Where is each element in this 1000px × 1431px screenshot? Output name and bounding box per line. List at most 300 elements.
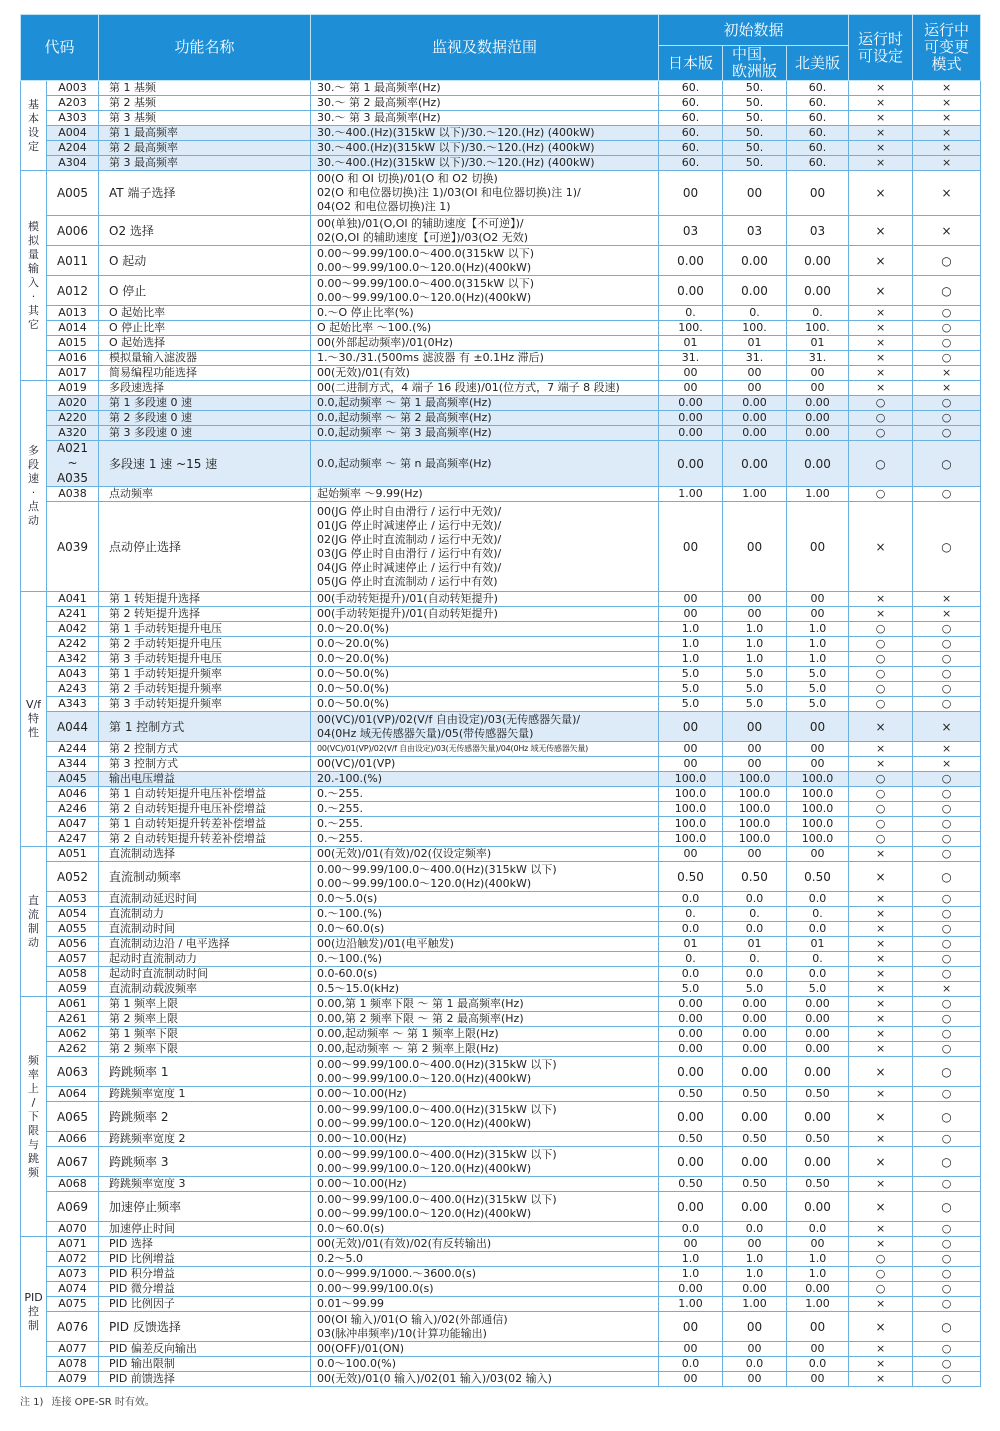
initial-japan: 0.0 <box>659 1357 723 1372</box>
function-name: 第 2 基频 <box>99 96 311 111</box>
data-range <box>311 411 659 426</box>
group-label: 多 段 速 · 点 动 <box>21 381 47 592</box>
initial-north-america: 00 <box>787 712 849 742</box>
run-settable-mark: × <box>849 1057 913 1087</box>
table-row <box>21 742 981 757</box>
data-range <box>311 1297 659 1312</box>
initial-north-america: 60. <box>787 96 849 111</box>
run-settable-mark: ○ <box>849 667 913 682</box>
initial-china-eu: 0.00 <box>723 1147 787 1177</box>
run-settable-mark: × <box>849 502 913 592</box>
group-label: 基 本 设 定 <box>21 81 47 171</box>
range-line: 00(手动转矩提升)/01(自动转矩提升) <box>317 592 498 605</box>
range-line: 20.-100.(%) <box>317 772 383 785</box>
run-changeable-mark: ○ <box>913 487 981 502</box>
initial-north-america: 60. <box>787 111 849 126</box>
param-code: A013 <box>47 306 99 321</box>
param-code: A079 <box>47 1372 99 1387</box>
header-china-eu: 中国， 欧洲版 <box>723 46 787 81</box>
run-changeable-mark: ○ <box>913 637 981 652</box>
initial-china-eu: 0.50 <box>723 1177 787 1192</box>
run-settable-mark: × <box>849 1132 913 1147</box>
param-code: A069 <box>47 1192 99 1222</box>
initial-north-america: 1.0 <box>787 1267 849 1282</box>
function-name: 直流制动边沿 / 电平选择 <box>99 937 311 952</box>
initial-china-eu: 1.0 <box>723 652 787 667</box>
param-code: A343 <box>47 697 99 712</box>
data-range <box>311 907 659 922</box>
range-line: 0.0～100.0(%) <box>317 1357 397 1370</box>
table-row <box>21 246 981 276</box>
table-row <box>21 937 981 952</box>
initial-china-eu: 0.00 <box>723 246 787 276</box>
initial-japan: 1.0 <box>659 1252 723 1267</box>
function-name: 第 2 手动转矩提升电压 <box>99 637 311 652</box>
initial-japan: 0. <box>659 306 723 321</box>
initial-china-eu: 0.0 <box>723 1222 787 1237</box>
range-line: 0.00～99.99/100.0～120.0(Hz)(400kW) <box>317 1206 532 1220</box>
run-changeable-mark: ○ <box>913 1372 981 1387</box>
initial-japan: 60. <box>659 81 723 96</box>
initial-japan: 5.0 <box>659 667 723 682</box>
function-name: PID 选择 <box>99 1237 311 1252</box>
run-changeable-mark: ○ <box>913 1012 981 1027</box>
param-code: A014 <box>47 321 99 336</box>
initial-japan: 00 <box>659 847 723 862</box>
initial-japan: 1.00 <box>659 487 723 502</box>
param-code: A066 <box>47 1132 99 1147</box>
run-settable-mark: × <box>849 862 913 892</box>
data-range <box>311 426 659 441</box>
run-changeable-mark: ○ <box>913 1177 981 1192</box>
data-range <box>311 171 659 216</box>
param-code: A057 <box>47 952 99 967</box>
data-range <box>311 351 659 366</box>
function-name: 多段速 1 速 ~15 速 <box>99 441 311 487</box>
table-row <box>21 922 981 937</box>
parameter-table <box>20 14 981 1387</box>
param-code: A056 <box>47 937 99 952</box>
function-name: 起动时直流制动力 <box>99 952 311 967</box>
range-line: 0.～255. <box>317 817 364 830</box>
initial-japan: 100.0 <box>659 802 723 817</box>
range-line: 0.0,起动频率 ～ 第 n 最高频率(Hz) <box>317 456 492 470</box>
initial-china-eu: 00 <box>723 171 787 216</box>
param-code: A012 <box>47 276 99 306</box>
run-changeable-mark: ○ <box>913 1057 981 1087</box>
range-line: 0.00～10.00(Hz) <box>317 1132 407 1145</box>
range-line: 0.00～99.99/100.0～400.0(315kW 以下) <box>317 246 535 260</box>
param-code: A039 <box>47 502 99 592</box>
range-line: 02(O 和电位器切换)注 1)/03(OI 和电位器切换)注 1)/ <box>317 186 581 199</box>
group-label: 频 率 上 / 下 限 与 跳 频 <box>21 997 47 1237</box>
group-label: PID 控 制 <box>21 1237 47 1387</box>
function-name: 加速停止频率 <box>99 1192 311 1222</box>
param-code: A047 <box>47 817 99 832</box>
function-name: 第 2 控制方式 <box>99 742 311 757</box>
run-settable-mark: × <box>849 757 913 772</box>
run-changeable-mark: ○ <box>913 697 981 712</box>
initial-north-america: 01 <box>787 937 849 952</box>
data-range <box>311 817 659 832</box>
run-changeable-mark: ○ <box>913 667 981 682</box>
param-code: A055 <box>47 922 99 937</box>
initial-north-america: 60. <box>787 81 849 96</box>
initial-china-eu: 0.50 <box>723 1132 787 1147</box>
table-row <box>21 441 981 487</box>
initial-china-eu: 03 <box>723 216 787 246</box>
initial-china-eu: 50. <box>723 126 787 141</box>
run-settable-mark: × <box>849 892 913 907</box>
initial-china-eu: 1.00 <box>723 487 787 502</box>
group-label: 直 流 制 动 <box>21 847 47 997</box>
run-settable-mark: × <box>849 381 913 396</box>
table-row <box>21 141 981 156</box>
initial-japan: 100.0 <box>659 787 723 802</box>
initial-japan: 60. <box>659 126 723 141</box>
range-line: 00(无效)/01(有效)/02(有反转输出) <box>317 1237 492 1250</box>
initial-china-eu: 50. <box>723 141 787 156</box>
run-changeable-mark: ○ <box>913 1297 981 1312</box>
data-range <box>311 1282 659 1297</box>
run-changeable-mark: ○ <box>913 922 981 937</box>
range-line: 00(二进制方式，4 端子 16 段速)/01(位方式，7 端子 8 段速) <box>317 381 620 394</box>
run-changeable-mark: ○ <box>913 802 981 817</box>
run-changeable-mark: ○ <box>913 682 981 697</box>
run-settable-mark: × <box>849 1192 913 1222</box>
range-line: 0.0～5.0(s) <box>317 892 378 905</box>
range-line: 0.00～10.00(Hz) <box>317 1087 407 1100</box>
data-range <box>311 1252 659 1267</box>
data-range <box>311 487 659 502</box>
param-code: A075 <box>47 1297 99 1312</box>
initial-japan: 0.0 <box>659 1222 723 1237</box>
initial-japan: 0. <box>659 907 723 922</box>
run-changeable-mark: ○ <box>913 1147 981 1177</box>
function-name: 直流制动时间 <box>99 922 311 937</box>
param-code: A077 <box>47 1342 99 1357</box>
function-name: 第 2 最高频率 <box>99 141 311 156</box>
initial-north-america: 0. <box>787 306 849 321</box>
table-row <box>21 787 981 802</box>
data-range <box>311 622 659 637</box>
range-line: 0.0～20.0(%) <box>317 622 390 635</box>
initial-north-america: 0. <box>787 952 849 967</box>
initial-china-eu: 100.0 <box>723 802 787 817</box>
table-row <box>21 592 981 607</box>
function-name: PID 比例因子 <box>99 1297 311 1312</box>
run-settable-mark: ○ <box>849 802 913 817</box>
run-settable-mark: × <box>849 847 913 862</box>
function-name: 第 1 手动转矩提升电压 <box>99 622 311 637</box>
table-row <box>21 171 981 216</box>
table-row <box>21 426 981 441</box>
function-name: O 起始选择 <box>99 336 311 351</box>
run-settable-mark: ○ <box>849 487 913 502</box>
range-line: 0.0～50.0(%) <box>317 697 390 710</box>
initial-north-america: 0.50 <box>787 1177 849 1192</box>
param-code: A015 <box>47 336 99 351</box>
run-settable-mark: × <box>849 1297 913 1312</box>
function-name: 第 2 自动转矩提升电压补偿增益 <box>99 802 311 817</box>
initial-china-eu: 1.00 <box>723 1297 787 1312</box>
initial-china-eu: 00 <box>723 1342 787 1357</box>
range-line: 0.0,起动频率 ～ 第 3 最高频率(Hz) <box>317 426 492 439</box>
initial-china-eu: 100.0 <box>723 787 787 802</box>
initial-north-america: 00 <box>787 757 849 772</box>
table-row <box>21 381 981 396</box>
table-row <box>21 1237 981 1252</box>
initial-china-eu: 50. <box>723 111 787 126</box>
range-line: 0.00～99.99/100.0～120.0(Hz)(400kW) <box>317 1161 532 1175</box>
range-line: 0.～O 停止比率(%) <box>317 306 414 319</box>
initial-japan: 0.00 <box>659 246 723 276</box>
table-row <box>21 1102 981 1132</box>
data-range <box>311 1342 659 1357</box>
initial-north-america: 01 <box>787 336 849 351</box>
initial-japan: 0.00 <box>659 997 723 1012</box>
function-name: 第 1 多段速 0 速 <box>99 396 311 411</box>
footnote-text: 连接 OPE-SR 时有效。 <box>51 1397 155 1408</box>
data-range <box>311 321 659 336</box>
table-row <box>21 336 981 351</box>
range-line: 30.～ 第 2 最高频率(Hz) <box>317 96 441 109</box>
range-line: 0.00～99.99/100.0～120.0(Hz)(400kW) <box>317 1116 532 1130</box>
initial-china-eu: 0. <box>723 306 787 321</box>
initial-china-eu: 0.00 <box>723 411 787 426</box>
run-settable-mark: ○ <box>849 1252 913 1267</box>
run-settable-mark: × <box>849 366 913 381</box>
run-changeable-mark: ○ <box>913 351 981 366</box>
range-line: 00(无效)/01(0 输入)/02(01 输入)/03(02 输入) <box>317 1372 552 1385</box>
initial-japan: 1.0 <box>659 652 723 667</box>
run-changeable-mark: × <box>913 96 981 111</box>
initial-japan: 0.50 <box>659 1177 723 1192</box>
data-range <box>311 1372 659 1387</box>
range-line: 0.0,起动频率 ～ 第 2 最高频率(Hz) <box>317 411 492 424</box>
function-name: PID 偏差反向输出 <box>99 1342 311 1357</box>
initial-north-america: 0.00 <box>787 396 849 411</box>
param-code: A052 <box>47 862 99 892</box>
table-row <box>21 351 981 366</box>
initial-japan: 0.0 <box>659 967 723 982</box>
initial-north-america: 0.00 <box>787 1012 849 1027</box>
run-changeable-mark: ○ <box>913 276 981 306</box>
run-changeable-mark: × <box>913 171 981 216</box>
data-range <box>311 1102 659 1132</box>
run-changeable-mark: × <box>913 141 981 156</box>
param-code: A244 <box>47 742 99 757</box>
initial-japan: 0.00 <box>659 276 723 306</box>
table-row <box>21 276 981 306</box>
function-name: 跨跳频率 2 <box>99 1102 311 1132</box>
initial-china-eu: 5.0 <box>723 982 787 997</box>
function-name: PID 微分增益 <box>99 1282 311 1297</box>
initial-japan: 00 <box>659 1312 723 1342</box>
data-range <box>311 1132 659 1147</box>
function-name: O2 选择 <box>99 216 311 246</box>
data-range <box>311 1267 659 1282</box>
initial-china-eu: 00 <box>723 742 787 757</box>
param-code: A054 <box>47 907 99 922</box>
function-name: PID 积分增益 <box>99 1267 311 1282</box>
run-changeable-mark: × <box>913 381 981 396</box>
range-line: 00(VC)/01(VP)/02(V/f 自由设定)/03(无传感器矢量)/04(0Hz 域无传感器矢量) <box>317 744 589 753</box>
initial-north-america: 00 <box>787 742 849 757</box>
function-name: 跨跳频率宽度 3 <box>99 1177 311 1192</box>
data-range <box>311 1012 659 1027</box>
initial-north-america: 5.0 <box>787 667 849 682</box>
group-label: V/f 特 性 <box>21 592 47 847</box>
initial-north-america: 0.0 <box>787 1357 849 1372</box>
range-line: 04(O2 和电位器切换)注 1) <box>317 200 451 213</box>
range-line: 00(无效)/01(有效)/02(仅设定频率) <box>317 847 492 860</box>
param-code: A320 <box>47 426 99 441</box>
range-line: 02(O,OI 的辅助速度【可逆】)/03(O2 无效) <box>317 230 529 244</box>
data-range <box>311 1222 659 1237</box>
range-line: 0.00～99.99/100.0(s) <box>317 1282 434 1295</box>
run-changeable-mark: ○ <box>913 411 981 426</box>
run-changeable-mark: ○ <box>913 817 981 832</box>
initial-china-eu: 1.0 <box>723 1252 787 1267</box>
initial-japan: 00 <box>659 712 723 742</box>
initial-north-america: 00 <box>787 847 849 862</box>
run-settable-mark: × <box>849 111 913 126</box>
run-settable-mark: × <box>849 246 913 276</box>
param-code: A003 <box>47 81 99 96</box>
initial-japan: 0.00 <box>659 1042 723 1057</box>
table-row <box>21 96 981 111</box>
function-name: AT 端子选择 <box>99 171 311 216</box>
function-name: 第 1 自动转矩提升电压补偿增益 <box>99 787 311 802</box>
param-code: A220 <box>47 411 99 426</box>
run-changeable-mark: ○ <box>913 937 981 952</box>
table-row <box>21 1222 981 1237</box>
header-run-changeable: 运行中 可变更 模式 <box>913 15 981 81</box>
run-settable-mark: × <box>849 171 913 216</box>
range-line: 0.～100.(%) <box>317 952 383 965</box>
function-name: 第 1 自动转矩提升转差补偿增益 <box>99 817 311 832</box>
data-range <box>311 396 659 411</box>
header-run-settable: 运行时 可设定 <box>849 15 913 81</box>
initial-japan: 100.0 <box>659 772 723 787</box>
data-range <box>311 1237 659 1252</box>
initial-north-america: 0.0 <box>787 1222 849 1237</box>
footnote <box>20 1393 980 1408</box>
data-range <box>311 862 659 892</box>
range-line: 02(JG 停止时直流制动 / 运行中无效)/ <box>317 532 502 546</box>
initial-japan: 00 <box>659 742 723 757</box>
table-row <box>21 487 981 502</box>
initial-china-eu: 00 <box>723 366 787 381</box>
param-code: A068 <box>47 1177 99 1192</box>
run-settable-mark: ○ <box>849 697 913 712</box>
initial-china-eu: 100. <box>723 321 787 336</box>
initial-china-eu: 0.00 <box>723 1192 787 1222</box>
function-name: 起动时直流制动时间 <box>99 967 311 982</box>
run-settable-mark: ○ <box>849 1267 913 1282</box>
header-function-name: 功能名称 <box>99 15 311 81</box>
function-name: 第 2 手动转矩提升频率 <box>99 682 311 697</box>
function-name: 第 1 频率上限 <box>99 997 311 1012</box>
param-code: A053 <box>47 892 99 907</box>
initial-japan: 5.0 <box>659 697 723 712</box>
initial-north-america: 00 <box>787 1312 849 1342</box>
initial-north-america: 1.00 <box>787 487 849 502</box>
param-code: A062 <box>47 1027 99 1042</box>
initial-japan: 0.00 <box>659 1057 723 1087</box>
param-code: A074 <box>47 1282 99 1297</box>
initial-china-eu: 00 <box>723 847 787 862</box>
initial-north-america: 00 <box>787 1342 849 1357</box>
range-line: O 起始比率 ～100.(%) <box>317 321 432 334</box>
initial-china-eu: 1.0 <box>723 622 787 637</box>
param-code: A067 <box>47 1147 99 1177</box>
data-range <box>311 216 659 246</box>
run-settable-mark: ○ <box>849 832 913 847</box>
initial-china-eu: 50. <box>723 156 787 171</box>
range-line: 30.～ 第 3 最高频率(Hz) <box>317 111 441 124</box>
run-changeable-mark: × <box>913 81 981 96</box>
param-code: A061 <box>47 997 99 1012</box>
initial-north-america: 00 <box>787 1372 849 1387</box>
run-settable-mark: × <box>849 982 913 997</box>
function-name: 直流制动频率 <box>99 862 311 892</box>
range-line: 0.～100.(%) <box>317 907 383 920</box>
table-row <box>21 862 981 892</box>
initial-china-eu: 5.0 <box>723 697 787 712</box>
run-changeable-mark: ○ <box>913 1282 981 1297</box>
run-changeable-mark: ○ <box>913 441 981 487</box>
run-changeable-mark: ○ <box>913 1342 981 1357</box>
table-row <box>21 1297 981 1312</box>
initial-japan: 100. <box>659 321 723 336</box>
initial-china-eu: 00 <box>723 712 787 742</box>
function-name: 跨跳频率 1 <box>99 1057 311 1087</box>
run-changeable-mark: ○ <box>913 832 981 847</box>
range-line: 0.～255. <box>317 787 364 800</box>
data-range <box>311 712 659 742</box>
data-range <box>311 336 659 351</box>
initial-north-america: 0.50 <box>787 1087 849 1102</box>
function-name: 直流制动选择 <box>99 847 311 862</box>
initial-japan: 00 <box>659 1372 723 1387</box>
initial-china-eu: 0. <box>723 952 787 967</box>
initial-north-america: 0.00 <box>787 441 849 487</box>
table-row <box>21 832 981 847</box>
initial-japan: 00 <box>659 381 723 396</box>
data-range <box>311 141 659 156</box>
run-changeable-mark: × <box>913 742 981 757</box>
param-code: A042 <box>47 622 99 637</box>
initial-japan: 0.00 <box>659 1102 723 1132</box>
initial-china-eu: 1.0 <box>723 1267 787 1282</box>
data-range <box>311 592 659 607</box>
run-settable-mark: × <box>849 1102 913 1132</box>
data-range <box>311 381 659 396</box>
function-name: 第 2 频率下限 <box>99 1042 311 1057</box>
initial-china-eu: 100.0 <box>723 817 787 832</box>
initial-north-america: 60. <box>787 156 849 171</box>
run-changeable-mark: × <box>913 126 981 141</box>
header-japan: 日本版 <box>659 46 723 81</box>
run-settable-mark: × <box>849 967 913 982</box>
run-changeable-mark: ○ <box>913 1237 981 1252</box>
run-settable-mark: × <box>849 592 913 607</box>
initial-china-eu: 0.00 <box>723 997 787 1012</box>
initial-north-america: 00 <box>787 502 849 592</box>
initial-japan: 00 <box>659 366 723 381</box>
